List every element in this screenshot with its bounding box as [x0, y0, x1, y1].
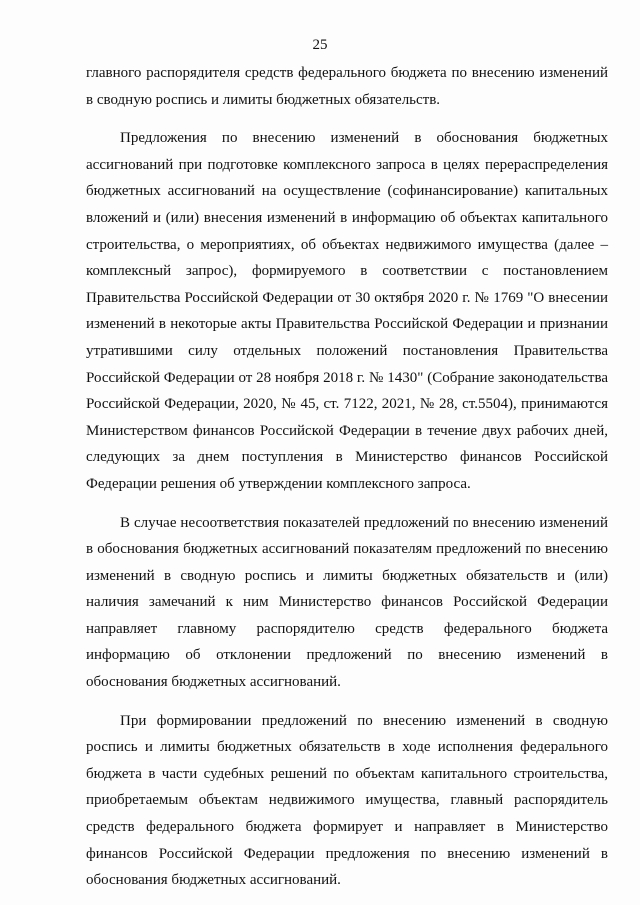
paragraph-complex-request: Предложения по внесению изменений в обоснования бюджетных ассигнований при подготовке комплексного запроса в целях перераспределения бюджетных ассигнований на осуществление (софинансирование) капитальных вложений и (или) внесения изменений в информацию об объектах капитального строительства, о мероприятиях, об объектах недвижимого имущества (далее – комплексный запрос), формируемого в соответствии с постановлением Правительства Российской Федерации от 30 октября 2020 г. № 1769 "О внесении изменений в некоторые акты Правительства Российской Федерации и признании утратившими силу отдельных положений постановления Правительства Российской Федерации от 28 ноября 2018 г. № 1430" (Собрание законодательства Российской Федерации, 2020, № 45, ст. 7122, 2021, № 28, ст.5504), принимаются Министерством финансов Российской Федерации в течение двух рабочих дней, следующих за днем поступления в Министерство финансов Российской Федерации решения об утверждении комплексного запроса. [86, 130, 608, 492]
paragraph-mismatch: В случае несоответствия показателей предложений по внесению изменений в обоснования бюджетных ассигнований показателям предложений по внесению изменений в сводную роспись и лимиты бюджетных обязательств и (или) наличия замечаний к ним Министерство финансов Российской Федерации направляет главному распорядителю средств федерального бюджета информацию об отклонении предложений по внесению изменений в обоснования бюджетных ассигнований. [86, 514, 608, 691]
paragraph-continuation: главного распорядителя средств федерального бюджета по внесению изменений в сводную роспись и лимиты бюджетных обязательств. [86, 65, 608, 108]
page-number: 25 [312, 37, 328, 53]
paragraph-court-decisions: При формировании предложений по внесению изменений в сводную роспись и лимиты бюджетных обязательств в ходе исполнения федерального бюджета в части судебных решений по объектам капитального строительства, приобретаемым объектам недвижимого имущества, главный распорядитель средств федерального бюджета формирует и направляет в Министерство финансов Российской Федерации предложения по внесению изменений в обоснования бюджетных ассигнований. [86, 712, 608, 889]
document-body [86, 60, 608, 906]
